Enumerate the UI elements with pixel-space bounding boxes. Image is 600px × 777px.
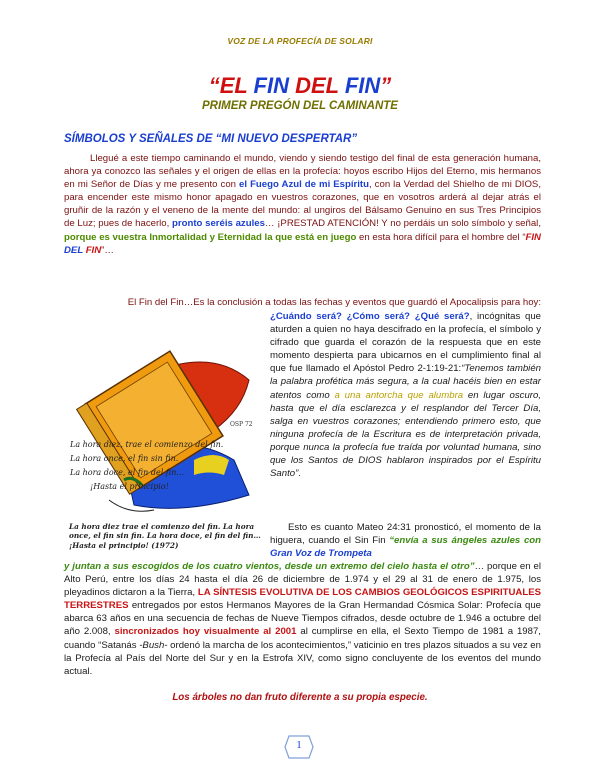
p3-sincronizados: sincronizados hoy visualmente al 2001 [114,626,297,638]
p1-fin-1: FIN [525,231,541,243]
page-number: 1 [296,739,302,751]
p1-green-immortality: porque es vuestra Inmortalidad y Eternidad la que está en juego [64,231,357,243]
p1-blue-soon: pronto seréis azules [172,218,265,230]
p1-text-a: Llegué a este tiempo caminando el mundo, viendo y siendo testigo del final de esta generación humana, ahora ya conozco las señales y el origen de ellas en la profecía: hoyos escribo Hijos del Eterno, mis hermanos en mi Señor de Días y me presento con [64,153,541,191]
title-word-fin: FIN [253,73,296,98]
page-header: VOZ DE LA PROFECÍA DE SOLARI [227,36,373,46]
drawing-handwriting-2: La hora once, el fin sin fin. [70,454,179,463]
p2-questions: ¿Cuándo será? ¿Cómo será? ¿Qué será? [270,311,470,322]
paragraph-mateo-lead [270,521,541,560]
title-word-fin-2: FIN [344,73,381,98]
page-title [0,74,600,98]
section-title: SÍMBOLOS Y SEÑALES DE “MI NUEVO DESPERTAR” [64,133,358,145]
closing-line: Los árboles no dan fruto diferente a su propia especie. [172,692,428,703]
p1-text-i: ”… [101,244,114,256]
p3-trompeta: Gran Voz de Trompeta [270,548,372,560]
p1-fin-2: FIN [85,244,102,256]
p3-quote-rest: y juntan a sus escogidos de los cuatro vientos, desde un extremo del cielo hasta el otro” [64,561,475,572]
p3-text-g: entregados por estos Hermanos Mayores de la Gran Hermandad Cósmica Solar: Profecía que abarca 63 años en una secuencia de fechas de Nueve Tiempos cifrados, desde octubre de 1.946 a octubre del año 2.008, [64,600,541,638]
p1-del: DEL [64,244,86,256]
drawing-handwriting-4: ¡Hasta el principio! [90,482,169,491]
paragraph-mateo [64,560,541,678]
p3-text-a: Esto es cuanto Mateo 24:31 pronosticó, el momento de la higuera, cuando el Sin Fin [270,522,541,547]
title-word-el: EL [219,73,254,98]
p1-text-e: … ¡PRESTAD ATENCIÓN! Y no perdáis un solo símbolo y señal, [264,218,541,230]
illustration-caption: La hora diez trae el comienzo del fin. La hora once, el fin sin fin. La hora doce, el fin del fin… ¡Hasta el principio! (1972) [69,522,261,550]
page-number-badge [284,734,314,760]
title-close-quote: ” [380,73,392,98]
drawing-handwriting-1: La hora diez, trae el comienzo del fin. [70,440,224,449]
p2-end: . [298,468,301,480]
drawing-handwriting-3: La hora doce, el fin del fin… [70,468,185,477]
title-word-del: DEL [295,73,345,98]
p1-text-c: , con la Verdad del Shielho de mi DIOS, para encender este mismo honor apagado en vuestros corazones, que en vosotros arderá al dejar atrás el gruñir de la razón y el veneno de la mente del mundo: al ungiros del Bálsamo Genuino en sus Tres Principios de Luz; pues de hacerlo, [64,179,541,230]
title-open-quote: “ [208,73,220,98]
p2-quote-1: “Tenemos también la palabra profética más segura, a la cual hacéis bien en estar atentos como [270,363,541,401]
p3-quote-start: “envía a sus ángeles azules con [389,535,541,547]
p2-quote-2: en lugar oscuro, hasta que el día esclarezca y el resplandor del Tercer Día, salga en vuestros corazones; entendiendo primero esto, que ninguna profecía de la Escritura es de interpretación privada, porque nunca la profecía fue traída por voluntad humana, sino que los Santos de DIOS hablaron inspirados por el Espíritu Santo” [270,389,541,480]
p1-blue-fire: el Fuego Azul de mi Espíritu [239,179,369,191]
paragraph-intro [64,152,541,257]
page-subtitle: PRIMER PREGÓN DEL CAMINANTE [202,100,398,112]
p1-text-g: en esta hora difícil para el hombre del “ [356,231,526,243]
p3-sintesis: LA SÍNTESIS EVOLUTIVA DE LOS CAMBIOS GEOLÓGICOS ESPIRITUALES TERRESTRES [64,587,541,612]
p3-text-k: ordenó la marcha de los acontecimientos,” vaticinio en tres plazos situados a su vez en la Profecía al País del Norte del Sur y en la Estrofa XIV, como signo concluyente de los eventos del mundo actual. [64,639,541,677]
paragraph-fin-lead: El Fin del Fin…Es la conclusión a todas las fechas y eventos que guardó el Apocalipsis para hoy: [127,297,541,308]
p3-text-e: … porque en el Alto Perú, entre los días 24 hasta el día 26 de diciembre de 1.974 y el 29 al 31 de enero de 1.975, los pleyadinos dictaron a la Tierra, [64,561,541,599]
p2-text-a: , incógnitas que aturden a quien no haya descifrado en la profecía, el símbolo y cifrado que guarda el corazón de la respuesta que en este momento despierta para ubicarnos en el cumplimiento final al que fue llamado el Apóstol Pedro 2-1:19-21: [270,311,541,375]
illustration-drawing [64,310,265,550]
paragraph-questions [270,310,541,480]
p3-bush: -Bush- [139,639,168,651]
p2-quote-highlight: a una antorcha que alumbra [334,389,464,401]
p3-text-i: al cumplirse en ella, el Sexto Tiempo de 1981 a 1987, cuando “Satanás [64,626,541,651]
drawing-signature: OSP 72 [230,421,253,428]
